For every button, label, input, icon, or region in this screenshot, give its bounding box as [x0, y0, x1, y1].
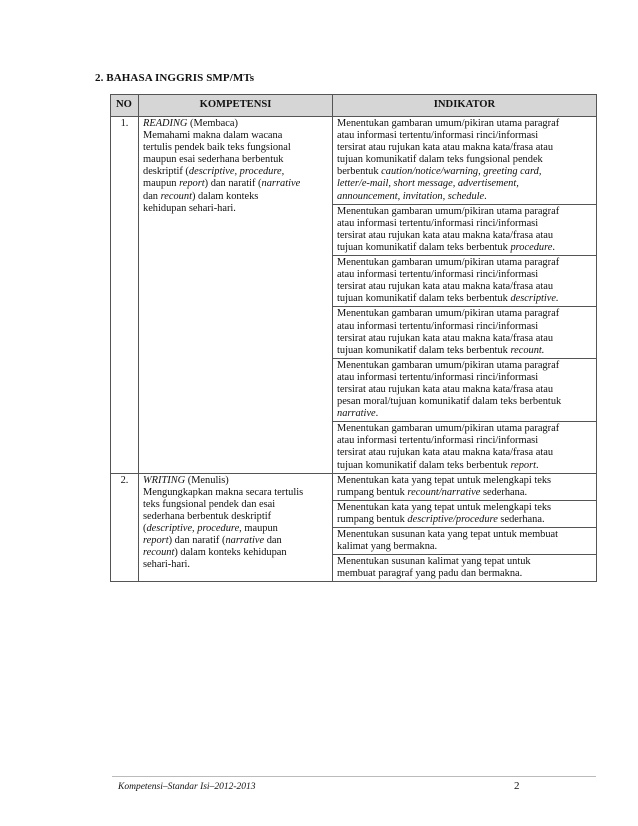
row-number: 2. [111, 473, 139, 582]
table-header-row [111, 95, 597, 117]
header-kompetensi: KOMPETENSI [139, 95, 333, 117]
indikator-cell: Menentukan susunan kalimat yang tepat untuk membuat paragraf yang padu dan bermakna. [333, 555, 597, 582]
indikator-cell: Menentukan gambaran umum/pikiran utama paragraf atau informasi tertentu/informasi rinci/informasi tersirat atau rujukan kata atau makna kata/frasa atau pesan moral/tujuan komunikatif dalam teks berbentuk narrative. [333, 358, 597, 421]
table-row [111, 473, 597, 500]
indikator-cell: Menentukan gambaran umum/pikiran utama paragraf atau informasi tertentu/informasi rinci/informasi tersirat atau rujukan kata atau makna kata/frasa atau tujuan komunikatif dalam teks berbentuk report. [333, 422, 597, 473]
footer-rule [112, 776, 596, 777]
indikator-cell: Menentukan kata yang tepat untuk melengkapi teks rumpang bentuk descriptive/procedure sederhana. [333, 500, 597, 527]
indikator-cell: Menentukan gambaran umum/pikiran utama paragraf atau informasi tertentu/informasi rinci/informasi tersirat atau rujukan kata atau makna kata/frasa atau tujuan komunikatif dalam teks fungsional pendek berbentuk caution/notice/warning, greeting card, letter/e-mail, short message, advertisement, announcement, invitation, schedule. [333, 117, 597, 205]
indikator-cell: Menentukan susunan kata yang tepat untuk membuat kalimat yang bermakna. [333, 528, 597, 555]
table-row [111, 117, 597, 205]
header-no: NO [111, 95, 139, 117]
section-title: 2. BAHASA INGGRIS SMP/MTs [95, 72, 255, 84]
competency-table [110, 94, 597, 582]
table-body [111, 117, 597, 582]
page-number: 2 [514, 780, 520, 792]
indikator-cell: Menentukan gambaran umum/pikiran utama paragraf atau informasi tertentu/informasi rinci/informasi tersirat atau rujukan kata atau makna kata/frasa atau tujuan komunikatif dalam teks berbentuk recount. [333, 307, 597, 358]
kompetensi-cell: READING (Membaca) Memahami makna dalam wacana tertulis pendek baik teks fungsional maupun esai sederhana berbentuk deskriptif (descriptive, procedure, maupun report) dan naratif (narrative dan recount) dalam konteks kehidupan sehari-hari. [139, 117, 333, 474]
row-number: 1. [111, 117, 139, 474]
header-indikator: INDIKATOR [333, 95, 597, 117]
kompetensi-cell: WRITING (Menulis) Mengungkapkan makna secara tertulis teks fungsional pendek dan esai sederhana berbentuk deskriptif (descriptive, procedure, maupun report) dan naratif (narrative dan recount) dalam konteks kehidupan sehari-hari. [139, 473, 333, 582]
indikator-cell: Menentukan gambaran umum/pikiran utama paragraf atau informasi tertentu/informasi rinci/informasi tersirat atau rujukan kata atau makna kata/frasa atau tujuan komunikatif dalam teks berbentuk descriptive. [333, 256, 597, 307]
indikator-cell: Menentukan kata yang tepat untuk melengkapi teks rumpang bentuk recount/narrative sederhana. [333, 473, 597, 500]
footer-title: Kompetensi–Standar Isi–2012-2013 [118, 782, 256, 792]
indikator-cell: Menentukan gambaran umum/pikiran utama paragraf atau informasi tertentu/informasi rinci/informasi tersirat atau rujukan kata atau makna kata/frasa atau tujuan komunikatif dalam teks berbentuk procedure. [333, 204, 597, 255]
